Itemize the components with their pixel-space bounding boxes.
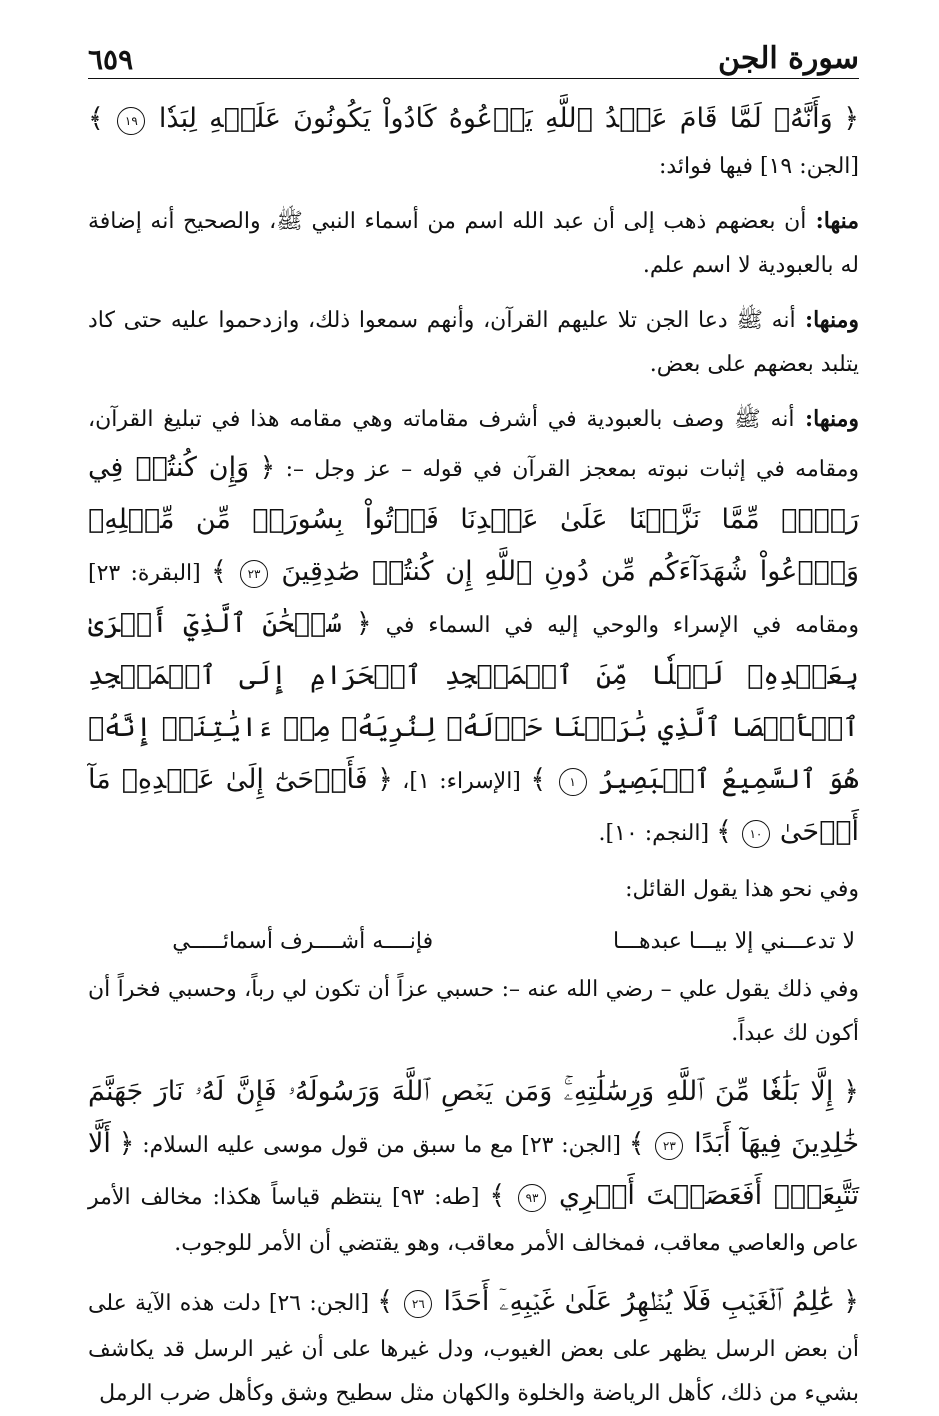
quran-bracket-close: ﴾ <box>628 1128 645 1159</box>
paragraph-benefit-3 <box>88 397 859 858</box>
poem-first-hemistich: لا تدعـــني إلا بيـــا عبدهـــا <box>612 929 855 954</box>
book-page <box>88 28 860 1406</box>
poem-verse <box>88 922 859 962</box>
surah-title: سورة الجن <box>718 41 859 76</box>
ayah-number-marker: ٢٣ <box>240 560 268 588</box>
quran-bracket-close: ﴾ <box>88 103 104 134</box>
paragraph-text: [النجم: ١٠]. <box>598 821 710 846</box>
page-header <box>88 28 859 79</box>
paragraph-poem-intro <box>88 868 859 912</box>
quran-bracket-open: ﴿ <box>259 452 276 483</box>
paragraph-text: [طه: ٩٣] ينتظم قياساً هكذا: مخالف الأمر عاص والعاصي معاقب، فمخالف الأمر معاقب، وهو يقتضي أن الأمر للوجوب. <box>88 1185 859 1256</box>
quran-bracket-open: ﴿ <box>843 1286 859 1317</box>
paragraph-text: وفي ذلك يقول علي – رضي الله عنه –: حسبي عزاً أن تكون لي رباً، وحسبي فخراً أن أكون لك عبداً. <box>88 977 859 1046</box>
quran-verse: إِلَّا بَلَٰغٗا مِّنَ ٱللَّهِ وَرِسَٰلَٰتِهِۦۚ وَمَن يَعۡصِ ٱللَّهَ وَرَسُولَهُۥ فَإِنَّ لَهُۥ نَارَ جَهَنَّمَ خَٰلِدِينَ فِيهَآ أَبَدًا <box>88 1076 860 1159</box>
quran-bracket-close: ﴾ <box>377 1286 394 1317</box>
paragraph-lead: ومنها: <box>794 406 860 432</box>
quran-bracket-open: ﴿ <box>377 764 393 795</box>
quran-verse: وَإِن كُنتُمۡ فِي رَيۡبٖ مِّمَّا نَزَّلۡنَا عَلَىٰ عَبۡدِنَا فَأۡتُواْ بِسُورَةٖ مِّن مِّثۡلِهِۦ وَٱدۡعُواْ شُهَدَآءَكُم مِّن دُونِ ٱللَّهِ إِن كُنتُمۡ صَٰدِقِينَ <box>88 452 859 587</box>
ayah-number-marker: ١٠ <box>742 820 770 848</box>
page-body <box>88 93 859 1416</box>
paragraph-lead: منها: <box>806 208 860 234</box>
ayah-number-marker: ٢٣ <box>655 1132 683 1160</box>
page-number: ٦٥٩ <box>88 43 134 76</box>
paragraph-text: [البقرة: ٢٣] ومقامه في الإسراء والوحي إليه في السماء في <box>88 561 860 638</box>
paragraph-lead: ومنها: <box>795 307 859 333</box>
ayah-number-marker: ٩٣ <box>518 1184 546 1212</box>
paragraph-benefit-2 <box>88 298 859 387</box>
paragraph-text: أنه ﷺ دعا الجن تلا عليهم القرآن، وأنهم سمعوا ذلك، وازدحموا عليه حتى كاد يتلبد بعضهم على بعض. <box>88 308 859 377</box>
paragraph-ayah-26 <box>88 1276 859 1416</box>
paragraph-ayah-23 <box>88 1066 859 1266</box>
paragraph-ali-quote <box>88 968 859 1056</box>
paragraph-ayah-19 <box>88 93 859 189</box>
paragraph-benefit-1 <box>88 199 859 288</box>
quran-bracket-open: ﴿ <box>843 103 860 134</box>
quran-bracket-close: ﴾ <box>489 1180 506 1211</box>
ayah-number-marker: ٢٦ <box>404 1290 432 1318</box>
quran-bracket-close: ﴾ <box>210 556 227 587</box>
paragraph-text: أن بعضهم ذهب إلى أن عبد الله اسم من أسماء النبي ﷺ، والصحيح أنه إضافة له بالعبودية لا اسم علم. <box>88 209 859 278</box>
quran-bracket-close: ﴾ <box>530 764 547 795</box>
quran-verse: عَٰلِمُ ٱلۡغَيۡبِ فَلَا يُظۡهِرُ عَلَىٰ غَيۡبِهِۦٓ أَحَدًا <box>443 1286 835 1317</box>
paragraph-text: وفي نحو هذا يقول القائل: <box>625 877 859 902</box>
quran-verse: أَلَّا تَتَّبِعَنِۖ أَفَعَصَيۡتَ أَمۡرِي <box>88 1128 860 1211</box>
quran-verse: فَأَوۡحَىٰٓ إِلَىٰ عَبۡدِهِۦ مَآ أَوۡحَىٰ <box>88 764 859 847</box>
quran-verse: وَأَنَّهُۥ لَمَّا قَامَ عَبۡدُ ٱللَّهِ يَدۡعُوهُ كَادُواْ يَكُونُونَ عَلَيۡهِ لِبَدٗا <box>158 103 833 134</box>
poem-second-hemistich: فإنــــه أشــــرف أسمائـــــي <box>172 929 434 954</box>
paragraph-text: [الإسراء: ١]، <box>392 769 521 794</box>
quran-bracket-open: ﴿ <box>843 1076 859 1107</box>
quran-bracket-close: ﴾ <box>716 816 732 847</box>
paragraph-text: [الجن: ١٩] فيها فوائد: <box>658 154 859 179</box>
paragraph-text: [الجن: ٢٦] دلت هذه الآية على أن بعض الرسل يظهر على بعض الغيوب، ودل غيرها على أن غير الرسل قد يكاشف بشيء من ذلك، كأهل الرياضة والخلوة والكهان مثل سطيح وشق وكأهل ضرب الرمل <box>88 1291 860 1406</box>
ayah-number-marker: ١٩ <box>117 107 145 135</box>
ayah-number-marker: ١ <box>559 768 587 796</box>
quran-bracket-open: ﴿ <box>118 1128 135 1159</box>
quran-verse: سُبۡحَٰنَ ٱلَّذِيٓ أَسۡرَىٰ بِعَبۡدِهِۦ لَيۡلٗا مِّنَ ٱلۡمَسۡجِدِ ٱلۡحَرَامِ إِلَى ٱلۡمَسۡجِدِ ٱلۡأَقۡصَا ٱلَّذِي بَٰرَكۡنَا حَوۡلَهُۥ لِنُرِيَهُۥ مِنۡ ءَايَٰتِنَآۚ إِنَّهُۥ هُوَ ٱلسَّمِيعُ ٱلۡبَصِيرُ <box>88 608 859 795</box>
paragraph-text: أنه ﷺ وصف بالعبودية في أشرف مقاماته وهي مقامه هذا في تبليغ القرآن، ومقامه في إثبات نبوته بمعجز القرآن في قوله – عز وجل –: <box>88 407 860 482</box>
quran-bracket-open: ﴿ <box>355 608 372 639</box>
paragraph-text: [الجن: ٢٣] مع ما سبق من قول موسى عليه السلام: <box>134 1133 621 1158</box>
